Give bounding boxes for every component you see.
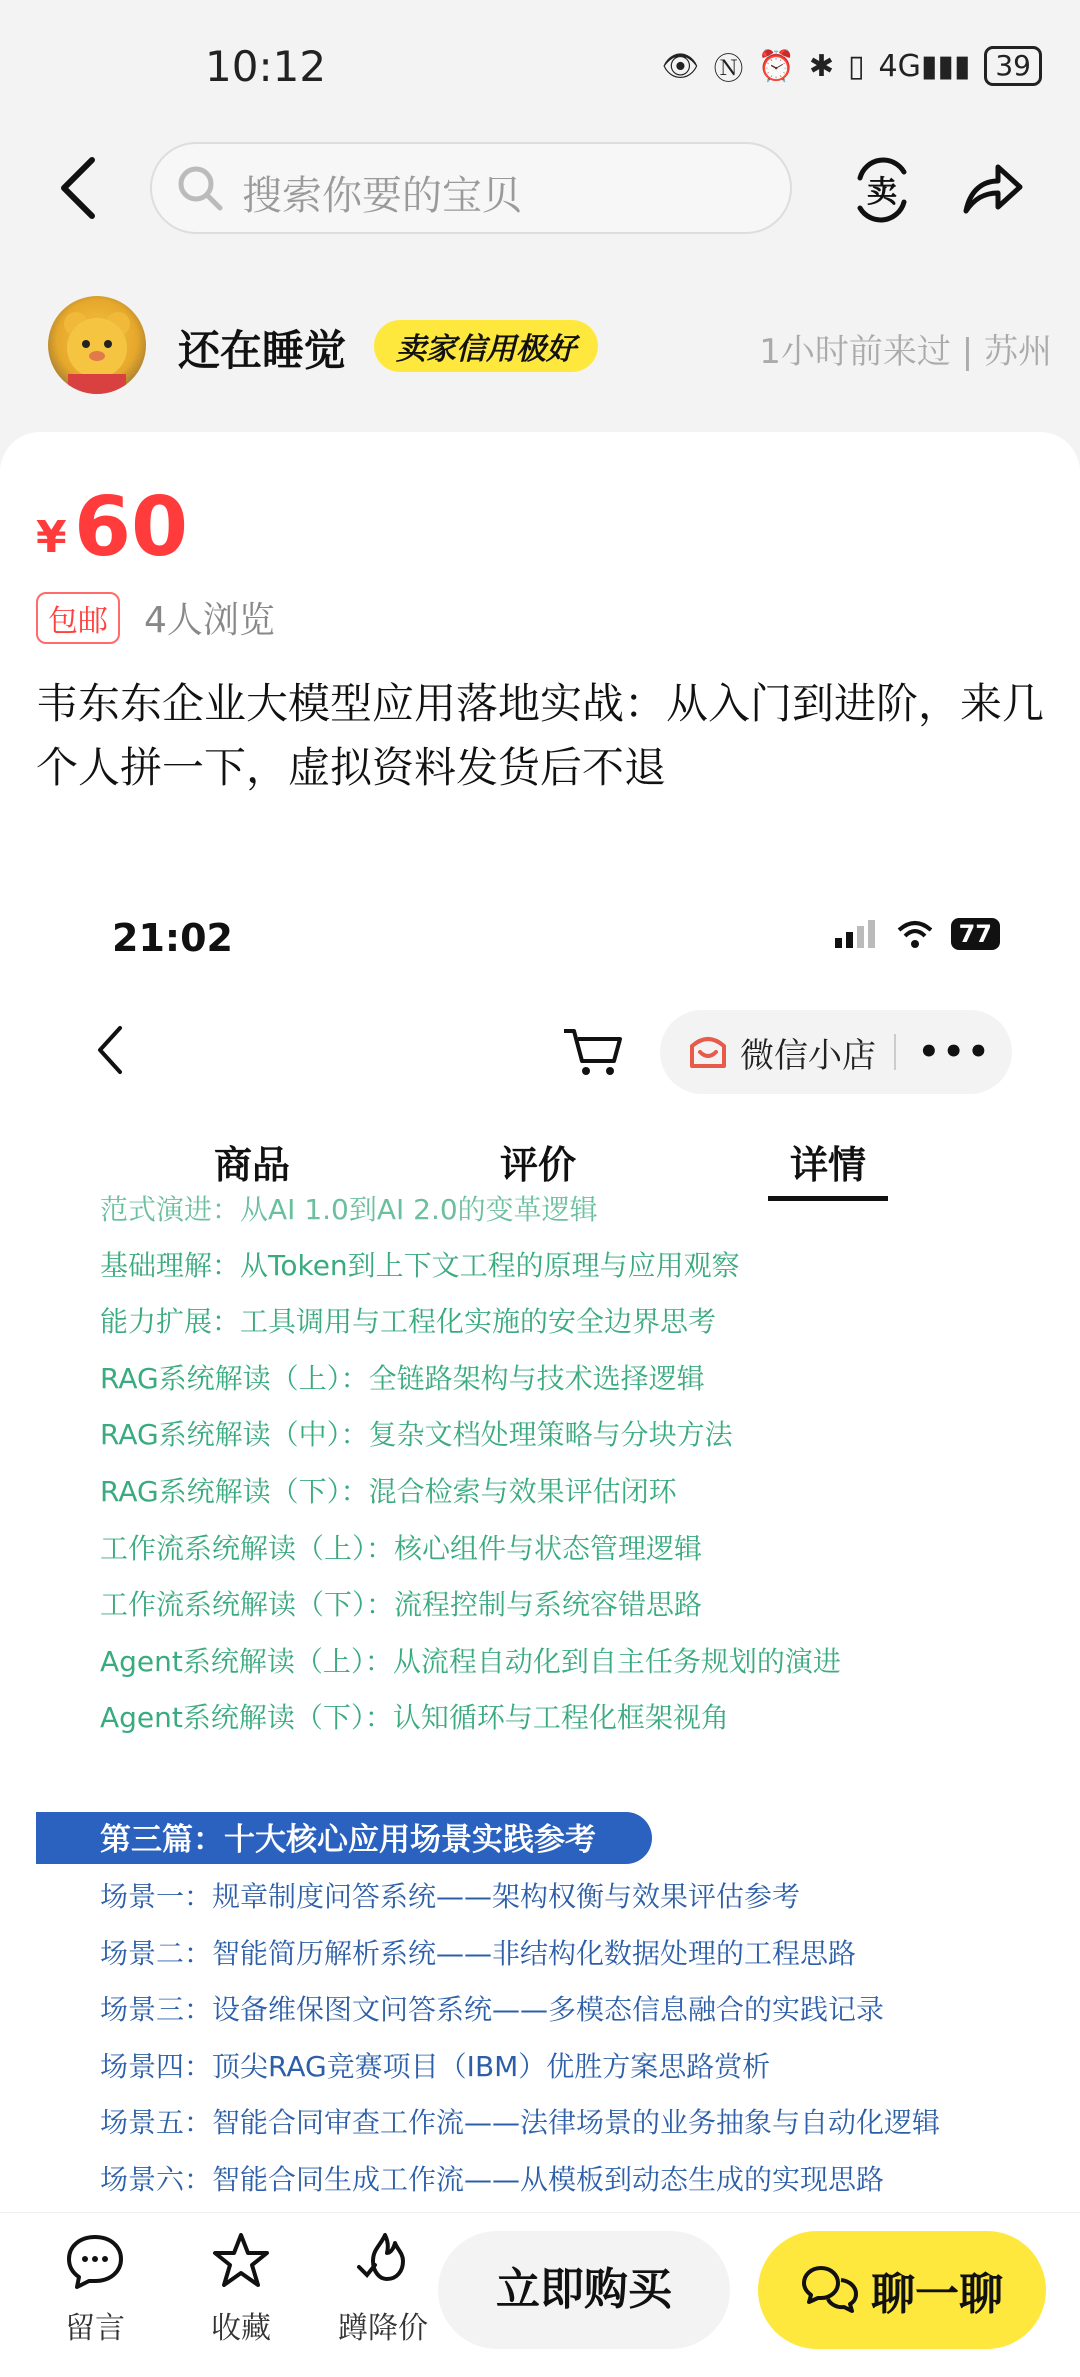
store-icon bbox=[686, 1030, 730, 1074]
image-status-icons bbox=[833, 918, 1000, 950]
section-title: 第三篇：十大核心应用场景实践参考 bbox=[100, 1822, 596, 1858]
scene-item: 场景一：规章制度问答系统——架构权衡与效果评估参考 bbox=[100, 1880, 801, 1913]
item-image[interactable] bbox=[0, 900, 1080, 2210]
bottom-action-bar bbox=[0, 2212, 1080, 2377]
share-button[interactable] bbox=[958, 155, 1024, 221]
vibrate-icon: ▯ bbox=[847, 48, 865, 84]
price-drop-icon bbox=[353, 2231, 413, 2291]
image-status-time: 21:02 bbox=[112, 916, 233, 960]
toc-item: RAG系统解读（下）：混合检索与效果评估闭环 bbox=[100, 1475, 677, 1508]
nfc-icon: Ⓝ bbox=[713, 52, 744, 87]
svg-text:卖: 卖 bbox=[867, 175, 897, 210]
tab-underline bbox=[768, 1196, 888, 1201]
chevron-left-icon bbox=[52, 150, 108, 226]
toc-item: 能力扩展：工具调用与工程化实施的安全边界思考 bbox=[100, 1305, 717, 1338]
search-icon bbox=[174, 162, 226, 214]
signal-icon bbox=[833, 918, 879, 950]
toc-item: Agent系统解读（上）：从流程自动化到自主任务规划的演进 bbox=[100, 1645, 841, 1678]
wechat-store-pill bbox=[660, 1010, 1012, 1094]
bear-avatar-icon bbox=[48, 296, 146, 394]
last-seen: 1小时前来过 | 苏州 bbox=[759, 332, 1052, 372]
comment-label: 留言 bbox=[65, 2311, 125, 2346]
toc-item: RAG系统解读（上）：全链路架构与技术选择逻辑 bbox=[100, 1362, 705, 1395]
search-placeholder: 搜索你要的宝贝 bbox=[242, 173, 522, 219]
buy-now-button[interactable]: 立即购买 bbox=[438, 2231, 730, 2349]
item-title: 韦东东企业大模型应用落地实战：从入门到进阶，来几个人拼一下，虚拟资料发货后不退 bbox=[36, 679, 1045, 792]
image-battery: 77 bbox=[951, 918, 1000, 950]
seller-name[interactable]: 还在睡觉 bbox=[178, 326, 347, 375]
scene-item: 场景三：设备维保图文问答系统——多模态信息融合的实践记录 bbox=[100, 1993, 885, 2026]
chat-icon bbox=[801, 2264, 859, 2316]
toc-item: 工作流系统解读（下）：流程控制与系统容错思路 bbox=[100, 1588, 703, 1621]
toc-item: 基础理解：从Token到上下文工程的原理与应用观察 bbox=[100, 1249, 740, 1282]
price-drop-label: 蹲降价 bbox=[338, 2311, 428, 2346]
status-time: 10:12 bbox=[205, 42, 327, 91]
more-icon: ••• bbox=[918, 1032, 993, 1072]
sell-button[interactable] bbox=[850, 150, 914, 230]
wifi-icon bbox=[895, 918, 935, 950]
bluetooth-icon: ✱ bbox=[808, 48, 834, 84]
tab-details: 详情 bbox=[790, 1143, 867, 1187]
scene-item: 场景六：智能合同生成工作流——从模板到动态生成的实现思路 bbox=[100, 2163, 885, 2196]
price-drop-button[interactable] bbox=[328, 2231, 438, 2347]
status-icons bbox=[661, 44, 1042, 88]
price-currency: ¥ bbox=[36, 512, 67, 563]
scene-item: 场景二：智能简历解析系统——非结构化数据处理的工程思路 bbox=[100, 1937, 857, 1970]
credit-badge: 卖家信用极好 bbox=[374, 320, 598, 372]
search-input[interactable] bbox=[150, 142, 792, 234]
toc-item: 工作流系统解读（上）：核心组件与状态管理逻辑 bbox=[100, 1532, 703, 1565]
scene-item: 场景四：顶尖RAG竞赛项目（IBM）优胜方案思路赏析 bbox=[100, 2050, 771, 2083]
favorite-label: 收藏 bbox=[211, 2311, 271, 2346]
chat-button[interactable] bbox=[758, 2231, 1046, 2349]
wechat-store-label: 微信小店 bbox=[740, 1035, 876, 1076]
comment-button[interactable] bbox=[40, 2231, 150, 2347]
eye-icon: 👁 bbox=[661, 48, 700, 84]
cart-icon bbox=[562, 1025, 624, 1079]
toc-item: RAG系统解读（中）：复杂文档处理策略与分块方法 bbox=[100, 1418, 733, 1451]
signal-icon: 4G▮▮▮ bbox=[878, 48, 971, 84]
divider bbox=[894, 1034, 896, 1070]
toc-item: Agent系统解读（下）：认知循环与工程化框架视角 bbox=[100, 1701, 729, 1734]
scene-item: 场景五：智能合同审查工作流——法律场景的业务抽象与自动化逻辑 bbox=[100, 2106, 941, 2139]
tab-reviews: 评价 bbox=[500, 1143, 577, 1187]
chevron-left-icon bbox=[90, 1020, 130, 1080]
battery-icon: 39 bbox=[984, 46, 1042, 86]
price: 60 bbox=[74, 480, 189, 575]
seller-avatar[interactable] bbox=[48, 296, 146, 394]
alarm-icon: ⏰ bbox=[757, 48, 795, 84]
share-icon bbox=[958, 155, 1024, 221]
chat-label: 聊一聊 bbox=[871, 2269, 1003, 2320]
comment-icon bbox=[65, 2231, 125, 2291]
view-count: 4人浏览 bbox=[144, 600, 275, 641]
star-icon bbox=[211, 2231, 271, 2291]
favorite-button[interactable] bbox=[186, 2231, 296, 2347]
free-shipping-tag: 包邮 bbox=[36, 592, 120, 644]
toc-item: 范式演进：从AI 1.0到AI 2.0的变革逻辑 bbox=[100, 1193, 598, 1226]
tab-product: 商品 bbox=[214, 1143, 291, 1187]
back-button[interactable] bbox=[52, 150, 108, 226]
sell-icon bbox=[850, 150, 914, 230]
